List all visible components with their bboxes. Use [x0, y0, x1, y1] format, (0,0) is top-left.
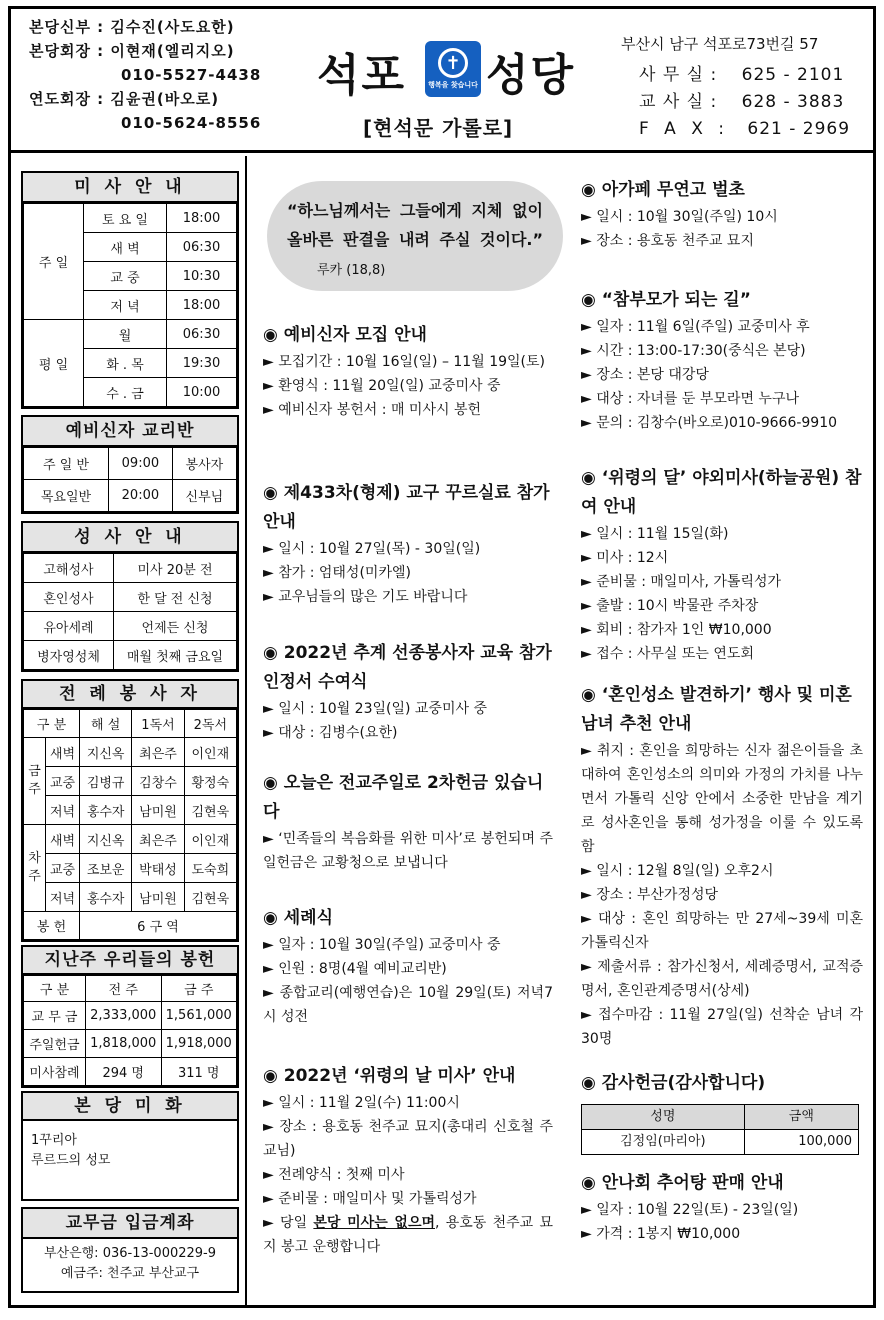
- servers-box: [21, 679, 239, 942]
- this-week-label: 금주: [24, 738, 46, 825]
- cross-icon: ✝: [438, 48, 468, 78]
- phone-number: 628 - 3883: [741, 92, 845, 112]
- notice-item: ► 전례양식 : 첫째 미사: [263, 1167, 405, 1183]
- phone-number: 621 - 2969: [747, 119, 851, 139]
- notice-item: ► 접수마감 : 11월 27일(일) 선착순 남녀 각30명: [581, 1007, 863, 1047]
- notice-section: [263, 639, 553, 745]
- srv-cell: 이인재: [184, 825, 236, 854]
- quote-ref: 루카 (18,8): [317, 263, 386, 278]
- catechism-box: [21, 415, 239, 514]
- srv-head: 2독서: [184, 710, 236, 738]
- srv-cell: 저녁: [46, 883, 80, 912]
- srv-head: 1독서: [132, 710, 184, 738]
- notice-item: ► 준비물 : 매일미사, 가톨릭성가: [581, 574, 782, 590]
- notice-heading: ◉ 안나회 추어탕 판매 안내: [581, 1173, 784, 1193]
- srv-cell: 박태성: [132, 854, 184, 883]
- notice-item: ► 일자 : 10월 22일(토) - 23일(일): [581, 1202, 799, 1218]
- notice-item: ► 교우님들의 많은 기도 바랍니다: [263, 589, 468, 605]
- notice-item: ► ‘민족들의 복음화를 위한 미사’로 봉헌되며 주일헌금은 교황청으로 보냅니다: [263, 831, 553, 871]
- mass-time: 10:00: [167, 378, 237, 407]
- srv-cell: 김현욱: [184, 796, 236, 825]
- account-title: 교무금 입금계좌: [23, 1209, 237, 1239]
- off-cell: 311 명: [161, 1058, 237, 1086]
- notice-item: ► 취지 : 혼인을 희망하는 신자 젊은이들을 초대하여 혼인성소의 의미와 가정의 가치를 나누면서 가톨릭 신앙 안에서 소중한 만남을 계기로 성사혼인을 통해 성가정을 이룰 수 있도록 함: [581, 743, 863, 855]
- srv-cell: 새벽: [46, 738, 80, 767]
- notice-item: ► 예비신자 봉헌서 : 매 미사시 봉헌: [263, 402, 481, 418]
- sacrament-title: 성 사 안 내: [23, 523, 237, 553]
- title-part-a: 석포: [317, 50, 407, 101]
- offering-box: [21, 945, 239, 1088]
- mass-title: 미 사 안 내: [23, 173, 237, 203]
- weekday-label: 평 일: [24, 320, 84, 407]
- flower-box: [21, 1091, 239, 1201]
- sac-cell: 미사 20분 전: [114, 554, 237, 583]
- off-cell: 교 무 금: [24, 1002, 86, 1030]
- notice-heading: ◉ 아가페 무연고 벌초: [581, 180, 745, 200]
- notice-item: ► 종합교리(예행연습)은 10월 29일(토) 저녁7시 성전: [263, 985, 553, 1025]
- president-line: 본당회장 : 이현재(엘리지오): [29, 42, 235, 60]
- mass-cell: 수 . 금: [84, 378, 167, 407]
- church-logo: [425, 41, 481, 97]
- cat-cell: 목요일반: [24, 480, 109, 512]
- notice-item: ► 장소 : 본당 대강당: [581, 367, 709, 383]
- srv-cell: 홍수자: [80, 883, 132, 912]
- phone-label: 교 사 실 :: [639, 92, 718, 112]
- srv-cell: 김병규: [80, 767, 132, 796]
- header-left-info: [29, 15, 261, 135]
- notice-heading: ◉ 2022년 ‘위령의 날 미사’ 안내: [263, 1066, 516, 1086]
- off-cell: 1,918,000: [161, 1030, 237, 1058]
- notice-section: [263, 904, 553, 1029]
- srv-cell: 교중: [46, 854, 80, 883]
- off-cell: 2,333,000: [86, 1002, 162, 1030]
- pastor-line: 본당신부 : 김수진(사도요한): [29, 18, 235, 36]
- scripture-quote: [267, 181, 563, 291]
- notice-item: ► 시간 : 13:00-17:30(중식은 본당): [581, 343, 806, 359]
- notice-item: ► 문의 : 김창수(바오로)010-9666-9910: [581, 415, 838, 431]
- mass-time: 19:30: [167, 349, 237, 378]
- flower-line: 루르드의 성모: [31, 1153, 111, 1168]
- srv-cell: 김현욱: [184, 883, 236, 912]
- notice-item: ► 가격 : 1봉지 ₩10,000: [581, 1226, 741, 1242]
- item-emphasis: 본당 미사는 없으며: [313, 1215, 436, 1231]
- sunday-label: 주 일: [24, 204, 84, 320]
- srv-cell: 조보운: [80, 854, 132, 883]
- notice-heading: ◉ 감사헌금(감사합니다): [581, 1073, 766, 1093]
- srv-cell: 최은주: [132, 825, 184, 854]
- notice-item: ► 장소 : 용호동 천주교 묘지(총대리 신호철 주교님): [263, 1119, 553, 1159]
- notice-item: ► 미사 : 12시: [581, 550, 669, 566]
- column-divider: [245, 156, 247, 1305]
- phone-fax: [621, 116, 850, 143]
- yeondo-phone: 010-5624-8556: [121, 114, 262, 132]
- account-line: 예금주: 천주교 부산교구: [60, 1266, 200, 1281]
- mass-schedule-box: [21, 171, 239, 409]
- cat-cell: 봉사자: [172, 448, 236, 480]
- offer-district: 6 구 역: [80, 912, 237, 940]
- srv-cell: 새벽: [46, 825, 80, 854]
- mass-time: 06:30: [167, 233, 237, 262]
- sac-cell: 혼인성사: [24, 583, 114, 612]
- notice-item: ► 일시 : 11월 2일(수) 11:00시: [263, 1095, 460, 1111]
- quote-text: “하느님께서는 그들에게 지체 없이 올바른 판결을 내려 주실 것이다.”: [287, 201, 543, 249]
- catechism-title: 예비신자 교리반: [23, 417, 237, 447]
- president-phone: 010-5527-4438: [121, 66, 262, 84]
- notice-item: ► 일시 : 12월 8일(일) 오후2시: [581, 863, 774, 879]
- notice-item: ► 일시 : 10월 27일(목) - 30일(일): [263, 541, 481, 557]
- offering-table: [23, 975, 237, 1086]
- off-cell: 1,818,000: [86, 1030, 162, 1058]
- notice-item: ► 일시 : 11월 15일(화): [581, 526, 729, 542]
- servers-title: 전 례 봉 사 자: [23, 681, 237, 709]
- notice-heading: ◉ ‘혼인성소 발견하기’ 행사 및 미혼 남녀 추천 안내: [581, 685, 852, 734]
- address: 부산시 남구 석포로73번길 57: [621, 35, 819, 53]
- mass-cell: 교 중: [84, 262, 167, 291]
- servers-table: [23, 709, 237, 940]
- sac-cell: 매월 첫째 금요일: [114, 641, 237, 670]
- srv-cell: 남미원: [132, 796, 184, 825]
- srv-cell: 김창수: [132, 767, 184, 796]
- srv-cell: 홍수자: [80, 796, 132, 825]
- bulletin-frame: [8, 6, 876, 1308]
- mass-cell: 새 벽: [84, 233, 167, 262]
- srv-cell: 최은주: [132, 738, 184, 767]
- logo-text: 행복을 찾습니다: [428, 81, 478, 89]
- mass-table: [23, 203, 237, 407]
- notice-heading: ◉ 제433차(형제) 교구 꾸르실료 참가 안내: [263, 483, 550, 532]
- thanks-table: [581, 1104, 859, 1155]
- notice-section: [263, 1062, 553, 1259]
- phone-teachers: [621, 89, 850, 116]
- item-text: ► 당일: [263, 1215, 314, 1231]
- mass-cell: 저 녁: [84, 291, 167, 320]
- cat-cell: 주 일 반: [24, 448, 109, 480]
- off-cell: 1,561,000: [161, 1002, 237, 1030]
- notice-heading: ◉ 2022년 추계 선종봉사자 교육 참가 인정서 수여식: [263, 643, 552, 692]
- off-cell: 주일헌금: [24, 1030, 86, 1058]
- next-week-label: 차주: [24, 825, 46, 912]
- notice-item: ► 참가 : 엄태성(미카엘): [263, 565, 411, 581]
- header: [11, 9, 873, 153]
- notice-item: ► 일자 : 11월 6일(주일) 교중미사 후: [581, 319, 810, 335]
- phone-label: 사 무 실 :: [639, 65, 718, 85]
- mass-cell: 토 요 일: [84, 204, 167, 233]
- notice-heading: ◉ 세례식: [263, 908, 334, 928]
- mass-cell: 월: [84, 320, 167, 349]
- off-cell: 미사참례: [24, 1058, 86, 1086]
- phone-label: F A X :: [639, 119, 725, 139]
- notice-section: [581, 1169, 863, 1246]
- notice-item: ► 일시 : 10월 30일(주일) 10시: [581, 209, 778, 225]
- mass-time: 18:00: [167, 204, 237, 233]
- yeondo-line: 연도회장 : 김윤권(바오로): [29, 90, 220, 108]
- notice-section: [263, 769, 553, 875]
- notice-section: [263, 321, 553, 422]
- notice-item: ► 일자 : 10월 30일(주일) 교중미사 중: [263, 937, 501, 953]
- srv-cell: 저녁: [46, 796, 80, 825]
- notice-item: ► 준비물 : 매일미사 및 가톨릭성가: [263, 1191, 477, 1207]
- notice-section: [263, 479, 553, 609]
- cat-cell: 20:00: [108, 480, 172, 512]
- notice-item: ► 접수 : 사무실 또는 연도회: [581, 646, 754, 662]
- phone-number: 625 - 2101: [741, 65, 845, 85]
- catechism-table: [23, 447, 237, 512]
- notice-item: ► 대상 : 자녀를 둔 부모라면 누구나: [581, 391, 799, 407]
- offer-label: 봉 헌: [24, 912, 80, 940]
- donor-name: 김정임(마리아): [582, 1130, 745, 1155]
- account-content: [23, 1239, 237, 1289]
- notice-item: [263, 1211, 553, 1259]
- notice-item: ► 대상 : 김병수(요한): [263, 725, 398, 741]
- item-text: , 용호동 천주교 묘지 봉고 운행합니다: [263, 1215, 553, 1255]
- account-line: 부산은행: 036-13-000229-9: [43, 1246, 217, 1261]
- off-head: 구 분: [24, 976, 86, 1002]
- srv-cell: 황정숙: [184, 767, 236, 796]
- header-contact: [621, 31, 850, 143]
- notice-item: ► 출발 : 10시 박물관 주차장: [581, 598, 759, 614]
- thanks-head: 성명: [582, 1105, 745, 1130]
- sac-cell: 병자영성체: [24, 641, 114, 670]
- srv-head: 해 설: [80, 710, 132, 738]
- phone-office: [621, 62, 850, 89]
- mass-time: 06:30: [167, 320, 237, 349]
- notice-item: ► 대상 : 혼인 희망하는 만 27세~39세 미혼 가톨릭신자: [581, 911, 863, 951]
- sac-cell: 유아세례: [24, 612, 114, 641]
- sac-cell: 한 달 전 신청: [114, 583, 237, 612]
- srv-cell: 남미원: [132, 883, 184, 912]
- mass-cell: 화 . 목: [84, 349, 167, 378]
- notice-heading: ◉ ‘위령의 달’ 야외미사(하늘공원) 참여 안내: [581, 468, 862, 517]
- notice-item: ► 장소 : 부산가정성당: [581, 887, 719, 903]
- thanks-head: 금액: [744, 1105, 858, 1130]
- notice-item: ► 환영식 : 11월 20일(일) 교중미사 중: [263, 378, 501, 394]
- notice-heading: ◉ 예비신자 모집 안내: [263, 325, 427, 345]
- flower-title: 본 당 미 화: [23, 1093, 237, 1121]
- srv-cell: 도숙희: [184, 854, 236, 883]
- flower-line: 1꾸리아: [31, 1133, 77, 1148]
- notice-section: [581, 176, 863, 253]
- cat-cell: 신부님: [172, 480, 236, 512]
- cat-cell: 09:00: [108, 448, 172, 480]
- notice-item: ► 일시 : 10월 23일(일) 교중미사 중: [263, 701, 487, 717]
- title-part-b: 성당: [486, 50, 576, 101]
- sac-cell: 언제든 신청: [114, 612, 237, 641]
- church-subtitle: [현석문 가롤로]: [363, 116, 514, 140]
- mass-time: 10:30: [167, 262, 237, 291]
- account-box: [21, 1207, 239, 1293]
- notice-item: ► 장소 : 용호동 천주교 묘지: [581, 233, 754, 249]
- flower-content: [23, 1121, 237, 1181]
- srv-cell: 교중: [46, 767, 80, 796]
- notice-section: [581, 681, 863, 1051]
- notice-item: ► 인원 : 8명(4월 예비교리반): [263, 961, 447, 977]
- offering-title: 지난주 우리들의 봉헌: [23, 947, 237, 975]
- notice-heading: ◉ “참부모가 되는 길”: [581, 290, 751, 310]
- off-head: 전 주: [86, 976, 162, 1002]
- srv-head: 구 분: [24, 710, 80, 738]
- notice-item: ► 모집기간 : 10월 16일(일) – 11월 19일(토): [263, 354, 545, 370]
- sacrament-box: [21, 521, 239, 672]
- mass-time: 18:00: [167, 291, 237, 320]
- sacrament-table: [23, 553, 237, 670]
- notice-item: ► 제출서류 : 참가신청서, 세례증명서, 교적증명서, 혼인관계증명서(상세): [581, 959, 863, 999]
- srv-cell: 지신옥: [80, 825, 132, 854]
- notice-heading: ◉ 오늘은 전교주일로 2차헌금 있습니다: [263, 773, 544, 822]
- srv-cell: 이인재: [184, 738, 236, 767]
- off-cell: 294 명: [86, 1058, 162, 1086]
- notice-section: [581, 464, 863, 666]
- sac-cell: 고해성사: [24, 554, 114, 583]
- notice-item: ► 회비 : 참가자 1인 ₩10,000: [581, 622, 772, 638]
- off-head: 금 주: [161, 976, 237, 1002]
- donor-amount: 100,000: [744, 1130, 858, 1155]
- srv-cell: 지신옥: [80, 738, 132, 767]
- notice-section: [581, 1069, 863, 1155]
- notice-section: [581, 286, 863, 435]
